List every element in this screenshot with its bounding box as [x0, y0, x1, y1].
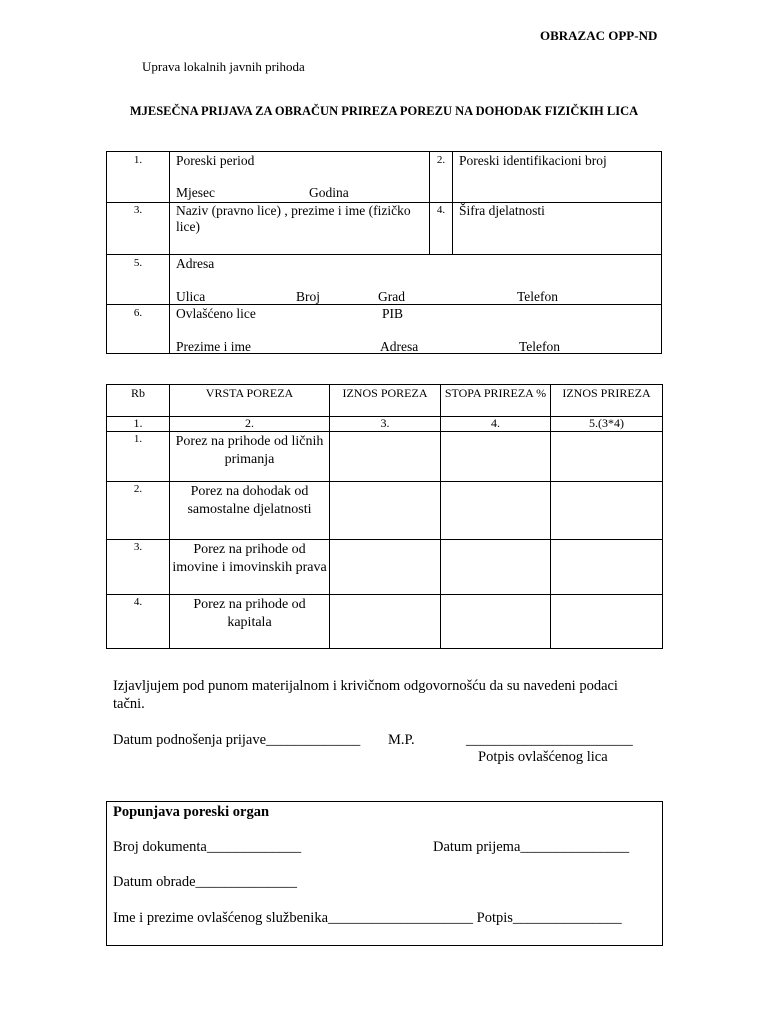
authorized-name-field[interactable]: Prezime i ime	[176, 339, 251, 354]
address-label: Adresa	[176, 256, 215, 271]
tax-table	[106, 384, 663, 649]
authority-box-title: Popunjava poreski organ	[113, 804, 270, 820]
form-code: OBRAZAC OPP-ND	[540, 28, 658, 43]
taxpayer-name-field[interactable]: Naziv (pravno lice) , prezime i ime (fizičko lice)	[176, 203, 411, 234]
tax-type: Porez na prihode od imovine i imovinskih prava	[170, 540, 330, 595]
column-index: 3.	[330, 417, 441, 432]
signature-caption: Potpis ovlašćenog lica	[478, 749, 608, 765]
tax-amount-cell[interactable]	[330, 595, 441, 649]
row-number: 1.	[133, 154, 143, 166]
tax-type: Porez na prihode od kapitala	[170, 595, 330, 649]
row-number: 4.	[107, 595, 170, 649]
surtax-amount-cell[interactable]	[551, 595, 663, 649]
authority-box	[106, 801, 663, 946]
surtax-amount-cell[interactable]	[551, 482, 663, 540]
surtax-rate-cell[interactable]	[441, 432, 551, 482]
activity-code-field[interactable]: Šifra djelatnosti	[459, 203, 545, 218]
tax-id-field[interactable]: Poreski identifikacioni broj	[459, 153, 607, 168]
month-field[interactable]: Mjesec	[176, 185, 215, 200]
authorized-person-label: Ovlašćeno lice	[176, 306, 256, 321]
street-field[interactable]: Ulica	[176, 289, 206, 304]
row-number: 5.	[133, 257, 143, 269]
row-number: 6.	[133, 307, 143, 319]
row-number: 1.	[107, 432, 170, 482]
row-number: 4.	[436, 204, 446, 216]
surtax-amount-cell[interactable]	[551, 540, 663, 595]
phone-field[interactable]: Telefon	[517, 289, 559, 304]
city-field[interactable]: Grad	[378, 289, 405, 304]
tax-period-label: Poreski period	[176, 153, 255, 168]
tax-amount-cell[interactable]	[330, 540, 441, 595]
year-field[interactable]: Godina	[309, 185, 349, 200]
receipt-date-field[interactable]: Datum prijema_______________	[433, 839, 630, 855]
surtax-rate-cell[interactable]	[441, 540, 551, 595]
header-rb: Rb	[107, 385, 170, 417]
processing-date-field[interactable]: Datum obrade______________	[113, 874, 298, 890]
authorized-phone-field[interactable]: Telefon	[519, 339, 561, 354]
declaration-text: Izjavljujem pod punom materijalnom i krivičnom odgovornošću da su navedeni podaci tačni.	[113, 678, 618, 712]
document-number-field[interactable]: Broj dokumenta_____________	[113, 839, 302, 855]
surtax-amount-cell[interactable]	[551, 432, 663, 482]
tax-type: Porez na dohodak od samostalne djelatnosti	[170, 482, 330, 540]
signature-line[interactable]: _______________________	[466, 732, 633, 748]
tax-type: Porez na prihode od ličnih primanja	[170, 432, 330, 482]
officer-field[interactable]: Ime i prezime ovlašćenog službenika____________________ Potpis_______________	[113, 910, 622, 926]
stamp-label: M.P.	[388, 732, 415, 748]
row-number: 3.	[133, 204, 143, 216]
tax-amount-cell[interactable]	[330, 432, 441, 482]
agency-name: Uprava lokalnih javnih prihoda	[142, 59, 305, 74]
pib-field[interactable]: PIB	[382, 306, 404, 321]
column-index: 5.(3*4)	[551, 417, 663, 432]
row-number: 2.	[107, 482, 170, 540]
header-surtax-rate: STOPA PRIREZA %	[441, 385, 551, 417]
submission-date-field[interactable]: Datum podnošenja prijave_____________	[113, 732, 361, 748]
table-row	[107, 482, 663, 540]
column-index: 1.	[107, 417, 170, 432]
authorized-address-field[interactable]: Adresa	[380, 339, 419, 354]
header-tax-amount: IZNOS POREZA	[330, 385, 441, 417]
tax-amount-cell[interactable]	[330, 482, 441, 540]
surtax-rate-cell[interactable]	[441, 482, 551, 540]
table-row	[107, 432, 663, 482]
table-row	[107, 540, 663, 595]
surtax-rate-cell[interactable]	[441, 595, 551, 649]
table-row	[107, 595, 663, 649]
column-index: 4.	[441, 417, 551, 432]
row-number: 3.	[107, 540, 170, 595]
header-tax-type: VRSTA POREZA	[170, 385, 330, 417]
header-surtax-amount: IZNOS PRIREZA	[551, 385, 663, 417]
column-index: 2.	[170, 417, 330, 432]
document-title: MJESEČNA PRIJAVA ZA OBRAČUN PRIREZA POREZU NA DOHODAK FIZIČKIH LICA	[129, 104, 639, 118]
taxpayer-table	[106, 151, 662, 354]
row-number: 2.	[436, 154, 446, 166]
number-field[interactable]: Broj	[296, 289, 321, 304]
